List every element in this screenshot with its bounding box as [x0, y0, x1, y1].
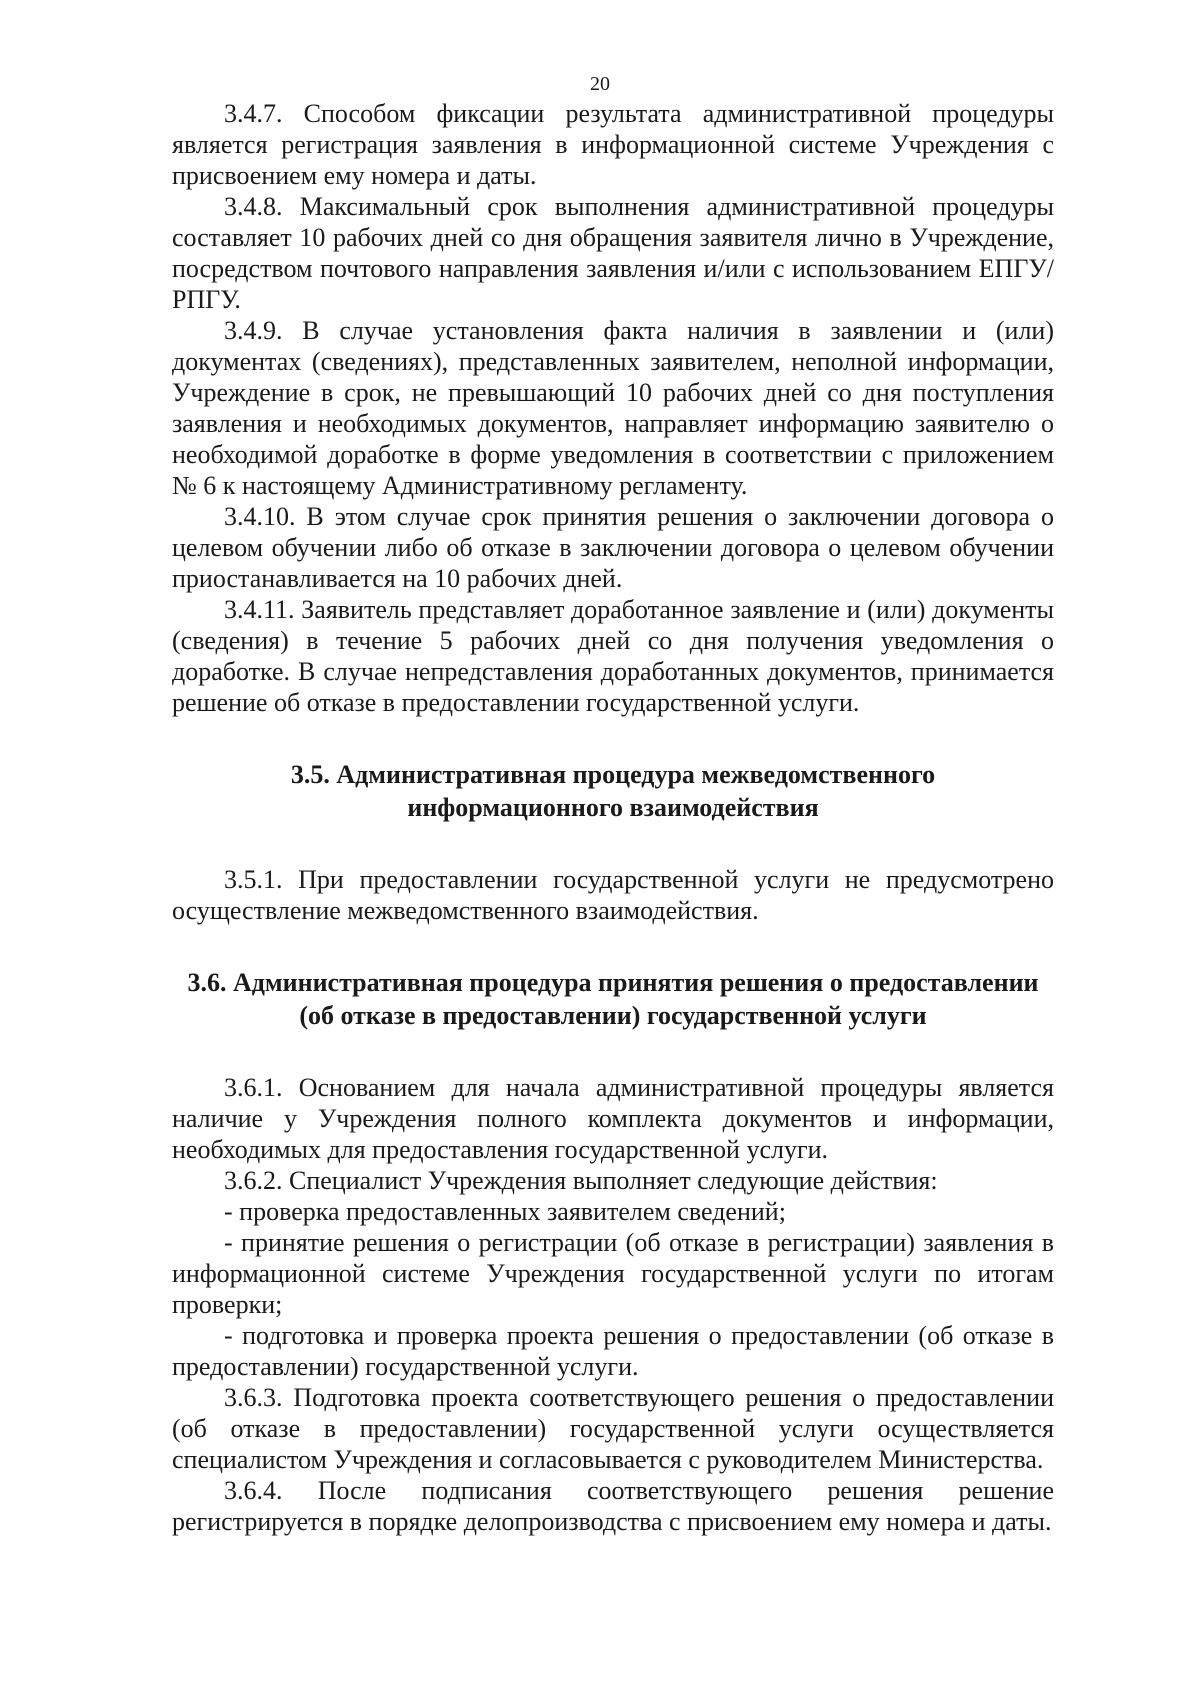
- list-item-check-data: - проверка предоставленных заявителем сведений;: [224, 1197, 786, 1226]
- paragraph-3-6-4: 3.6.4. После подписания соответствующего решения решение регистрируется в порядке делопроизводства с присвоением ему номера и даты.: [172, 1476, 1054, 1536]
- paragraph-3-4-7: 3.4.7. Способом фиксации результата административной процедуры является регистрация заявления в информационной системе Учреждения с присвоением ему номера и даты.: [172, 99, 1054, 190]
- paragraph-3-4-9: 3.4.9. В случае установления факта наличия в заявлении и (или) документах (сведениях), представленных заявителем, неполной информации, Учреждение в срок, не превышающий 10 рабочих дней со дня поступления заявления и необходимых документов, направляет информацию заявителю о необходимой доработке в форме уведомления в соответствии с приложением № 6 к настоящему Административному регламенту.: [172, 316, 1054, 500]
- paragraph-3-5-1: 3.5.1. При предоставлении государственной услуги не предусмотрено осуществление межведомственного взаимодействия.: [172, 865, 1054, 925]
- paragraph-3-6-2: 3.6.2. Специалист Учреждения выполняет следующие действия:: [224, 1166, 938, 1195]
- paragraph-3-4-11: 3.4.11. Заявитель представляет доработанное заявление и (или) документы (сведения) в течение 5 рабочих дней со дня получения уведомления о доработке. В случае непредставления доработанных документов, принимается решение об отказе в предоставлении государственной услуги.: [172, 595, 1054, 717]
- section-heading-3-6-line-2: (об отказе в предоставлении) государственной услуги: [299, 1001, 927, 1030]
- paragraph-3-4-10: 3.4.10. В этом случае срок принятия решения о заключении договора о целевом обучении либо об отказе в заключении договора о целевом обучении приостанавливается на 10 рабочих дней.: [172, 502, 1054, 593]
- section-heading-3-6-line-1: 3.6. Административная процедура принятия решения о предоставлении: [187, 968, 1039, 997]
- section-heading-3-6: [172, 966, 1054, 1032]
- section-heading-3-5-line-2: информационного взаимодействия: [407, 793, 819, 822]
- paragraph-3-4-8: 3.4.8. Максимальный срок выполнения административной процедуры составляет 10 рабочих дней со дня обращения заявителя лично в Учреждение, посредством почтового направления заявления и/или с использованием ЕПГУ/РПГУ.: [172, 192, 1054, 314]
- section-heading-3-5: [172, 758, 1054, 824]
- paragraph-3-6-1: 3.6.1. Основанием для начала административной процедуры является наличие у Учреждения полного комплекта документов и информации, необходимых для предоставления государственной услуги.: [172, 1073, 1054, 1164]
- list-item-registration-decision: - принятие решения о регистрации (об отказе в регистрации) заявления в информационной системе Учреждения государственной услуги по итогам проверки;: [172, 1228, 1054, 1319]
- section-heading-3-5-line-1: 3.5. Административная процедура межведомственного: [290, 760, 936, 789]
- document-body: [172, 98, 1054, 1537]
- paragraph-3-6-3: 3.6.3. Подготовка проекта соответствующего решения о предоставлении (об отказе в предоставлении) государственной услуги осуществляется специалистом Учреждения и согласовывается с руководителем Министерства.: [172, 1383, 1054, 1474]
- list-item-draft-decision: - подготовка и проверка проекта решения о предоставлении (об отказе в предоставлении) государственной услуги.: [172, 1321, 1054, 1381]
- page-number: 20: [590, 73, 610, 95]
